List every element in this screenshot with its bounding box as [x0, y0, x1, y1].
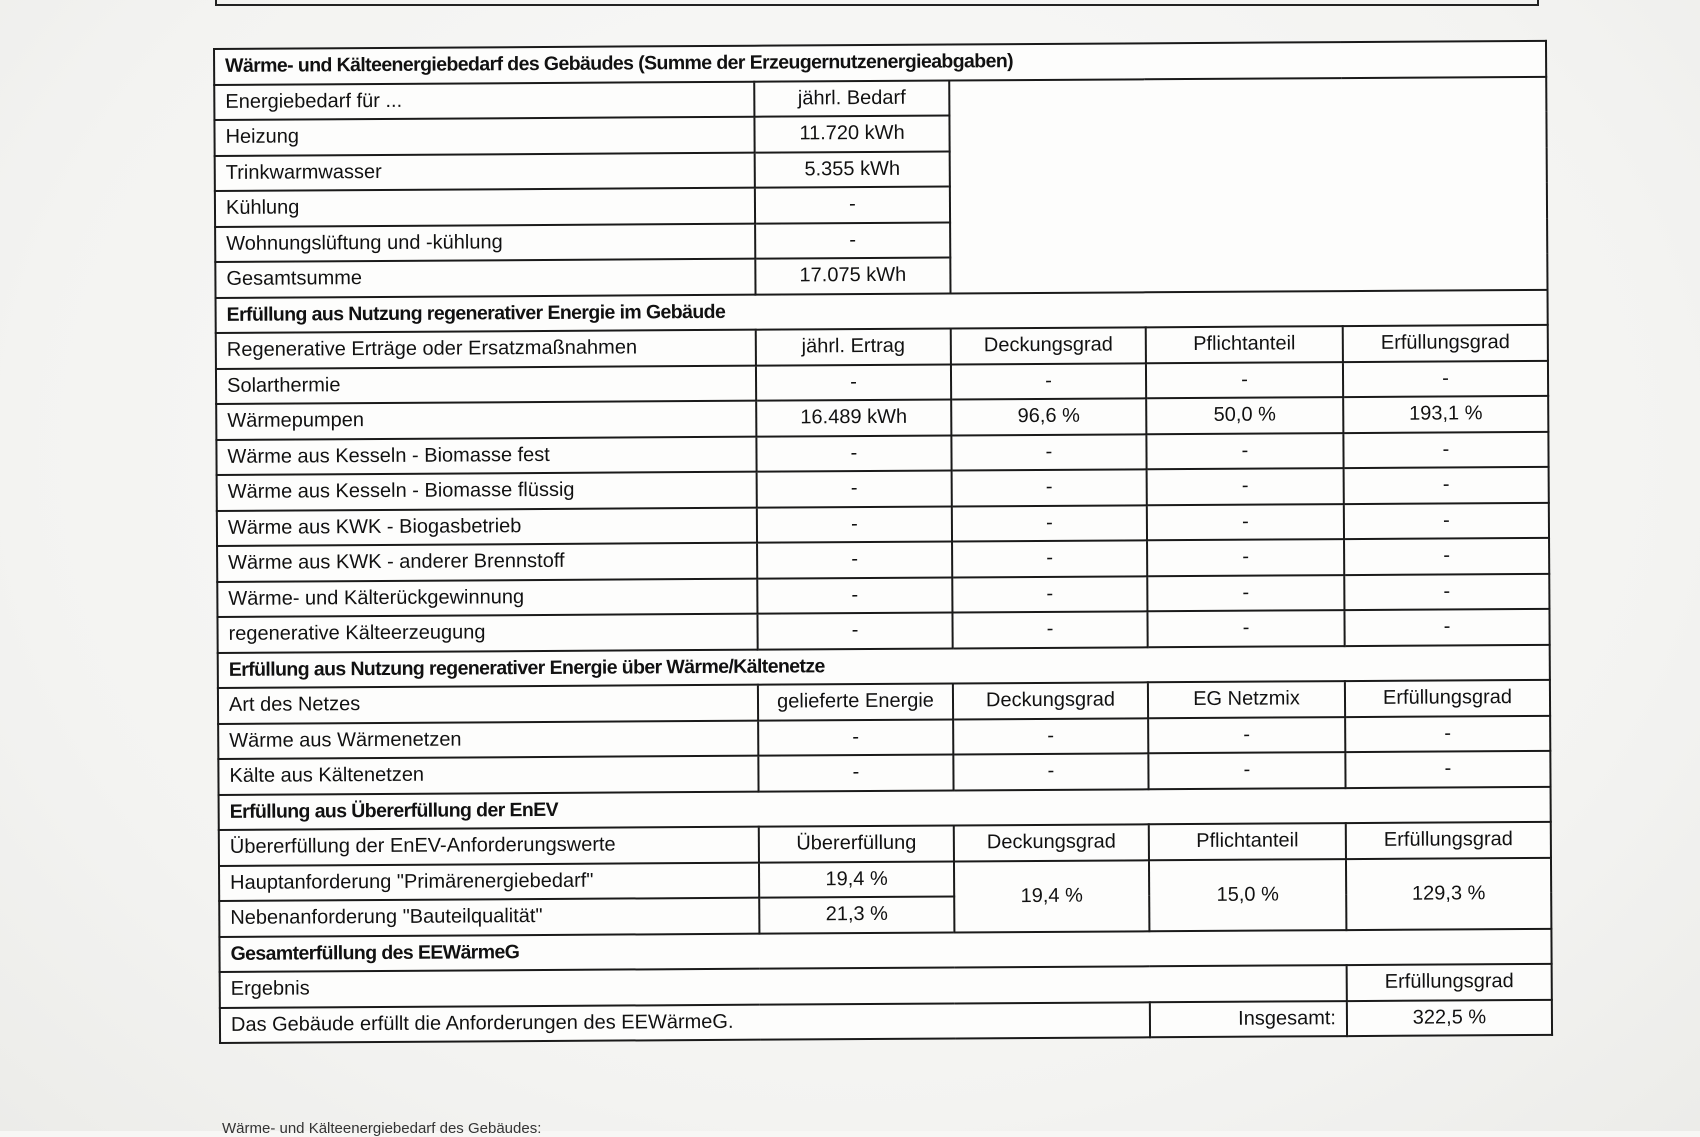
cell: 96,6 % [951, 398, 1146, 435]
cell: 21,3 % [759, 896, 954, 933]
row-label: Kälte aus Kältenetzen [218, 756, 758, 795]
result-statement: Das Gebäude erfüllt die Anforderungen des EEWärmeG. [220, 1002, 1150, 1043]
column-header: Energiebedarf für ... [214, 81, 754, 120]
previous-table-edge [215, 0, 1539, 6]
result-label: Ergebnis [220, 965, 1347, 1007]
row-label: Wärme- und Kälterückgewinnung [217, 578, 757, 617]
column-header: Erfüllungsgrad [1346, 822, 1551, 859]
pflichtanteil-value: 15,0 % [1149, 859, 1346, 931]
row-value: 11.720 kWh [754, 116, 949, 153]
cell: - [1345, 715, 1550, 752]
row-label: Trinkwarmwasser [215, 152, 755, 191]
cell: - [952, 505, 1147, 542]
column-header: gelieferte Energie [758, 683, 953, 720]
row-value: 5.355 kWh [755, 151, 950, 188]
column-header: Erfüllungsgrad [1343, 325, 1548, 362]
section-title: Erfüllung aus Nutzung regenerativer Energie im Gebäude [216, 289, 1548, 333]
row-label: Nebenanforderung "Bauteilqualität" [219, 898, 759, 937]
cell: - [757, 506, 952, 543]
column-header: jährl. Bedarf [754, 80, 949, 117]
row-value: - [755, 187, 950, 224]
total-label: Insgesamt: [1150, 1001, 1347, 1038]
column-header: EG Netzmix [1148, 681, 1345, 718]
column-header: Pflichtanteil [1149, 823, 1346, 860]
column-header: Erfüllungsgrad [1347, 964, 1552, 1001]
row-label: Wärme aus Wärmenetzen [218, 720, 758, 759]
cell: - [1147, 539, 1344, 576]
row-label: Wohnungslüftung und -kühlung [215, 223, 755, 262]
cell: - [1146, 433, 1343, 470]
column-header: Übererfüllung [759, 825, 954, 862]
cell: - [1147, 610, 1344, 647]
column-header: Deckungsgrad [953, 682, 1148, 719]
total-value: 17.075 kWh [755, 258, 950, 295]
row-label: Solarthermie [216, 365, 756, 404]
cell: - [1344, 573, 1549, 610]
cell: - [952, 469, 1147, 506]
column-header: Deckungsgrad [951, 327, 1146, 364]
section-title: Gesamterfüllung des EEWärmeG [219, 928, 1551, 972]
cell: - [1343, 431, 1548, 468]
total-label: Gesamtsumme [215, 259, 755, 298]
cell: - [1344, 467, 1549, 504]
column-header: Deckungsgrad [954, 824, 1149, 861]
cell: - [757, 541, 952, 578]
column-header: Pflichtanteil [1146, 326, 1343, 363]
row-label: Wärme aus KWK - Biogasbetrieb [217, 507, 757, 546]
cell: - [1148, 717, 1345, 754]
column-header: Erfüllungsgrad [1345, 680, 1550, 717]
table-row [219, 857, 1551, 901]
row-value: - [755, 222, 950, 259]
row-label: regenerative Kälteerzeugung [217, 614, 757, 653]
cell: - [951, 363, 1146, 400]
deckungsgrad-value: 19,4 % [954, 860, 1149, 932]
cell: - [1147, 468, 1344, 505]
row-label: Wärme aus Kesseln - Biomasse flüssig [217, 472, 757, 511]
cell: - [756, 364, 951, 401]
cell: - [1147, 575, 1344, 612]
demand-header-row [214, 76, 1546, 120]
cell: - [952, 540, 1147, 577]
cell: - [757, 612, 952, 649]
cell: - [1344, 538, 1549, 575]
section-title: Wärme- und Kälteenergiebedarf des Gebäudes (Summe der Erzeugernutzenergieabgaben) [214, 41, 1546, 85]
cell: - [953, 753, 1148, 790]
total-value: 322,5 % [1347, 999, 1552, 1036]
empty-area [949, 76, 1547, 293]
column-header: Regenerative Erträge oder Ersatzmaßnahmen [216, 330, 756, 369]
cell: - [756, 435, 951, 472]
row-label: Hauptanforderung "Primärenergiebedarf" [219, 862, 759, 901]
result-row [220, 999, 1552, 1043]
cell: - [1146, 362, 1343, 399]
eewaermeg-table [213, 40, 1553, 1044]
cell: - [757, 577, 952, 614]
cell: - [1148, 752, 1345, 789]
row-label: Wärmepumpen [216, 401, 756, 440]
section-title: Erfüllung aus Übererfüllung der EnEV [219, 786, 1551, 830]
column-header: Art des Netzes [218, 685, 758, 724]
cell: - [952, 611, 1147, 648]
cell: - [758, 754, 953, 791]
cell: - [1344, 609, 1549, 646]
row-label: Kühlung [215, 188, 755, 227]
column-header: jährl. Ertrag [756, 328, 951, 365]
cell: - [758, 719, 953, 756]
cell: - [1343, 360, 1548, 397]
cell: - [1345, 751, 1550, 788]
row-label: Wärme aus Kesseln - Biomasse fest [216, 436, 756, 475]
cell: - [952, 576, 1147, 613]
footer-text: Wärme- und Kälteenergiebedarf des Gebäudes: [222, 1120, 542, 1137]
cell: - [1147, 504, 1344, 541]
row-label: Wärme aus KWK - anderer Brennstoff [217, 543, 757, 582]
cell: - [757, 470, 952, 507]
erfuellungsgrad-value: 129,3 % [1346, 857, 1551, 929]
cell: - [951, 434, 1146, 471]
cell: 50,0 % [1146, 397, 1343, 434]
section-title: Erfüllung aus Nutzung regenerativer Energie über Wärme/Kältenetze [218, 644, 1550, 688]
cell: - [1344, 502, 1549, 539]
cell: 193,1 % [1343, 396, 1548, 433]
row-label: Heizung [214, 117, 754, 156]
column-header: Übererfüllung der EnEV-Anforderungswerte [219, 827, 759, 866]
cell: - [953, 718, 1148, 755]
cell: 16.489 kWh [756, 399, 951, 436]
cell: 19,4 % [759, 861, 954, 898]
